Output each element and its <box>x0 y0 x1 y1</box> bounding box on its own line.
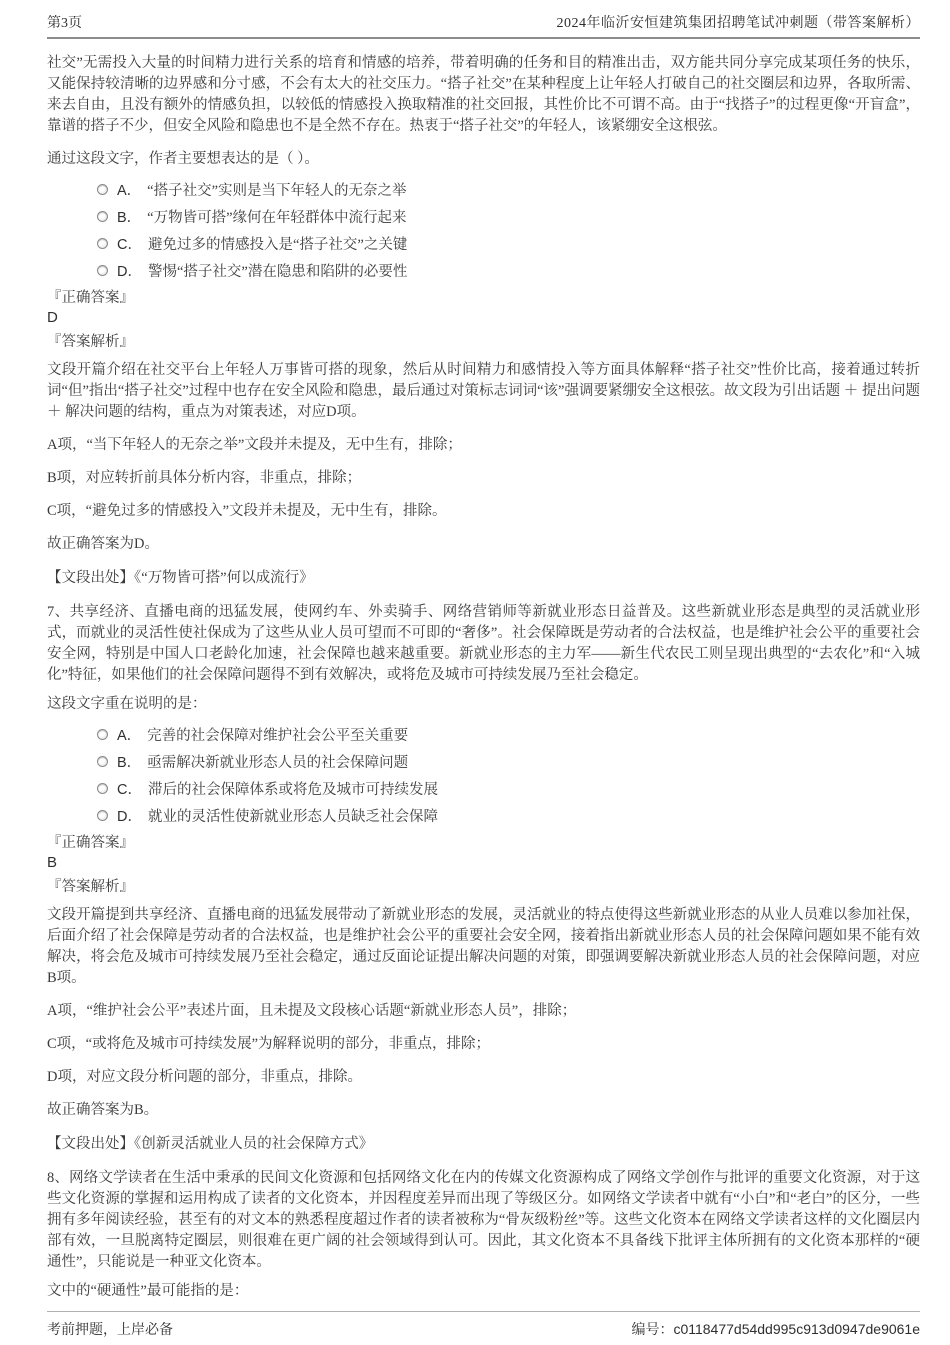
option-text: 警惕“搭子社交”潜在隐患和陷阱的必要性 <box>147 264 408 280</box>
q7-point-a: A项，“维护社会公平”表述片面，且未提及文段核心话题“新就业形态人员”，排除； <box>47 1003 577 1019</box>
q7-options <box>47 721 920 829</box>
option-text: 避免过多的情感投入是“搭子社交”之关键 <box>147 237 408 253</box>
option-text: 亟需解决新就业形态人员的社会保障问题 <box>147 755 409 771</box>
q6-correct-answer-label: 『正确答案』 <box>47 290 134 306</box>
q6-analysis-label: 『答案解析』 <box>47 334 134 350</box>
q7-source: 【文段出处】《创新灵活就业人员的社会保障方式》 <box>47 1136 374 1152</box>
page-footer <box>47 1311 920 1339</box>
option-text: 就业的灵活性使新就业形态人员缺乏社会保障 <box>147 809 438 825</box>
radio-icon[interactable] <box>97 783 108 794</box>
q6-point-a: A项，“当下年轻人的无奈之举”文段并未提及，无中生有，排除； <box>47 437 462 453</box>
document-id-label: 编号： <box>631 1323 674 1338</box>
option-text: “搭子社交”实则是当下年轻人的无奈之举 <box>147 183 407 199</box>
q7-point-d: D项，对应文段分析问题的部分，非重点，排除。 <box>47 1069 362 1085</box>
option-letter: B． <box>117 755 142 771</box>
q8-question: 文中的“硬通性”最可能指的是： <box>47 1283 249 1299</box>
q7-option-c[interactable] <box>97 775 920 802</box>
radio-icon[interactable] <box>97 810 108 821</box>
q6-option-b[interactable] <box>97 203 920 230</box>
q6-source: 【文段出处】《“万物皆可搭”何以成流行》 <box>47 570 314 586</box>
radio-icon[interactable] <box>97 729 108 740</box>
radio-icon[interactable] <box>97 184 108 195</box>
page-number: 第3页 <box>47 16 82 31</box>
q8-passage: 8、网络文学读者在生活中秉承的民间文化资源和包括网络文化在内的传媒文化资源构成了网络文学创作与批评的重要文化资源，对于这些文化资源的掌握和运用构成了读者的文化资本，并因程度差异而出现了等级区分。如网络文学读者中就有“小白”和“老白”的区分，一些拥有多年阅读经验，甚至有的对文本的熟悉程度超过作者的读者被称为“骨灰级粉丝”等。这些文化资本在网络文学读者这样的文化圈层内部有效，一旦脱离特定圈层，则很难在更广阔的社会领域得到认可。因此，其文化资本不具备线下批评主体所拥有的文化资本那样的“硬通性”，只能说是一种亚文化资本。 <box>47 1170 920 1270</box>
q7-analysis: 文段开篇提到共享经济、直播电商的迅猛发展带动了新就业形态的发展，灵活就业的特点使得这些新就业形态的从业人员难以参加社保，后面介绍了社会保障是劳动者的合法权益，也是维护社会公平的重要社会安全网，接着指出新就业形态人员的社会保障问题如果不能有效解决，将会危及城市可持续发展乃至社会稳定，通过反面论证提出解决问题的对策，即强调要解决新就业形态人员的社会保障问题，对应B项。 <box>47 907 920 986</box>
q7-point-c: C项，“或将危及城市可持续发展”为解释说明的部分，非重点，排除； <box>47 1036 491 1052</box>
q7-correct-answer: B <box>47 854 58 871</box>
document-id-code: c0118477d54dd995c913d0947de9061e <box>673 1321 920 1337</box>
option-text: “万物皆可搭”缘何在年轻群体中流行起来 <box>147 210 407 226</box>
q6-conclusion: 故正确答案为D。 <box>47 536 159 552</box>
q7-passage: 7、共享经济、直播电商的迅猛发展，使网约车、外卖骑手、网络营销师等新就业形态日益普及。这些新就业形态是典型的灵活就业形式，而就业的灵活性使社保成为了这些从业人员可望而不可即的“奢侈”。社会保障既是劳动者的合法权益，也是维护社会公平的重要社会安全网，特别是中国人口老龄化加速，社会保障也越来越重要。新就业形态的主力军——新生代农民工则呈现出典型的“去农化”和“入城化”特征，如果他们的社会保障问题得不到有效解决，或将危及城市可持续发展乃至社会稳定。 <box>47 604 920 683</box>
q7-conclusion: 故正确答案为B。 <box>47 1102 159 1118</box>
option-letter: D． <box>117 264 142 280</box>
q6-analysis: 文段开篇介绍在社交平台上年轻人万事皆可搭的现象，然后从时间精力和感情投入等方面具体解释“搭子社交”性价比高，接着通过转折词“但”指出“搭子社交”过程中也存在安全风险和隐患，最后通过对策标志词词“该”强调要紧绷安全这根弦。故文段为引出话题 ＋ 提出问题 ＋ 解决问题的结构，重点为对策表述，对应D项。 <box>47 362 920 420</box>
page-header <box>47 12 920 39</box>
q6-point-c: C项，“避免过多的情感投入”文段并未提及，无中生有，排除。 <box>47 503 447 519</box>
q7-option-b[interactable] <box>97 748 920 775</box>
option-letter: D． <box>117 809 142 825</box>
option-letter: C． <box>117 237 142 253</box>
q6-options <box>47 176 920 284</box>
q7-option-a[interactable] <box>97 721 920 748</box>
q6-passage: 社交”无需投入大量的时间精力进行关系的培育和情感的培养，带着明确的任务和目的精准出击，双方能共同分享完成某项任务的快乐，又能保持较清晰的边界感和分寸感，不会有太大的社交压力。“搭子社交”在某种程度上让年轻人打破自己的社交圈层和边界，各取所需、来去自由，且没有额外的情感负担，以较低的情感投入换取精准的社交回报，其性价比不可谓不高。由于“找搭子”的过程更像“开盲盒”，靠谱的搭子不少，但安全风险和隐患也不是全然不存在。热衷于“搭子社交”的年轻人，该紧绷安全这根弦。 <box>47 55 920 134</box>
option-letter: B． <box>117 210 142 226</box>
q6-option-a[interactable] <box>97 176 920 203</box>
option-letter: C． <box>117 782 142 798</box>
radio-icon[interactable] <box>97 238 108 249</box>
q7-analysis-label: 『答案解析』 <box>47 879 134 895</box>
radio-icon[interactable] <box>97 265 108 276</box>
q6-correct-answer: D <box>47 309 58 326</box>
q7-correct-answer-label: 『正确答案』 <box>47 835 134 851</box>
radio-icon[interactable] <box>97 211 108 222</box>
q7-question: 这段文字重在说明的是： <box>47 696 207 712</box>
footer-slogan: 考前押题，上岸必备 <box>47 1323 173 1338</box>
q6-option-d[interactable] <box>97 257 920 284</box>
option-text: 滞后的社会保障体系或将危及城市可持续发展 <box>147 782 438 798</box>
q6-point-b: B项，对应转折前具体分析内容，非重点，排除； <box>47 470 362 486</box>
q6-option-c[interactable] <box>97 230 920 257</box>
option-text: 完善的社会保障对维护社会公平至关重要 <box>147 728 409 744</box>
option-letter: A． <box>117 183 142 199</box>
q7-option-d[interactable] <box>97 802 920 829</box>
document-id <box>631 1319 920 1339</box>
q6-question: 通过这段文字，作者主要想表达的是（ ）。 <box>47 151 319 167</box>
document-title: 2024年临沂安恒建筑集团招聘笔试冲刺题（带答案解析） <box>556 16 920 31</box>
radio-icon[interactable] <box>97 756 108 767</box>
option-letter: A． <box>117 728 142 744</box>
